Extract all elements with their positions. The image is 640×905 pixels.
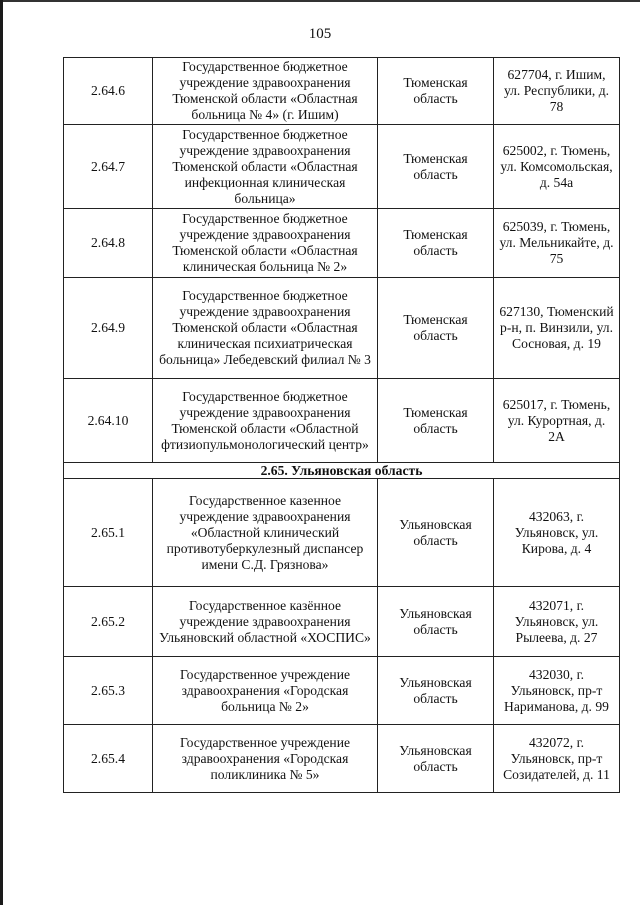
table-row [64, 125, 620, 209]
institution-name: Государственное бюджетное учреждение здравоохранения Тюменской области «Областная клиническая больница № 2» [153, 209, 378, 278]
table-row [64, 278, 620, 379]
table-row [64, 587, 620, 657]
region-name: Тюменская область [378, 209, 494, 278]
region-name: Тюменская область [378, 58, 494, 125]
table-row [64, 209, 620, 278]
institution-name: Государственное учреждение здравоохранения «Городская поликлиника № 5» [153, 725, 378, 793]
institutions-table-frame [63, 57, 614, 793]
row-number: 2.65.4 [64, 725, 153, 793]
row-number: 2.64.8 [64, 209, 153, 278]
page-number: 105 [308, 26, 332, 42]
institution-address: 627130, Тюменский р-н, п. Винзили, ул. Сосновая, д. 19 [494, 278, 620, 379]
institution-name: Государственное учреждение здравоохранения «Городская больница № 2» [153, 657, 378, 725]
row-number: 2.64.10 [64, 379, 153, 463]
scan-edge-top [0, 0, 640, 2]
institution-name: Государственное бюджетное учреждение здравоохранения Тюменской области «Областной фтизиопульмонологический центр» [153, 379, 378, 463]
institution-name: Государственное бюджетное учреждение здравоохранения Тюменской области «Областная клиническая психиатрическая больница» Лебедевский филиал № 3 [153, 278, 378, 379]
table-row [64, 58, 620, 125]
scan-edge-left [0, 0, 3, 905]
table-row [64, 379, 620, 463]
institution-address: 627704, г. Ишим, ул. Республики, д. 78 [494, 58, 620, 125]
institution-name: Государственное бюджетное учреждение здравоохранения Тюменской области «Областная инфекционная клиническая больница» [153, 125, 378, 209]
institution-name: Государственное казенное учреждение здравоохранения «Областной клинический противотуберкулезный диспансер имени С.Д. Грязнова» [153, 479, 378, 587]
table-row [64, 479, 620, 587]
region-name: Тюменская область [378, 379, 494, 463]
region-name: Ульяновская область [378, 725, 494, 793]
institution-address: 625039, г. Тюмень, ул. Мельникайте, д. 75 [494, 209, 620, 278]
institution-address: 432063, г. Ульяновск, ул. Кирова, д. 4 [494, 479, 620, 587]
institution-address: 432072, г. Ульяновск, пр-т Созидателей, д. 11 [494, 725, 620, 793]
row-number: 2.65.3 [64, 657, 153, 725]
section-header-row [64, 463, 620, 479]
institution-name: Государственное казённое учреждение здравоохранения Ульяновский областной «ХОСПИС» [153, 587, 378, 657]
table-body [64, 58, 620, 793]
table-row [64, 657, 620, 725]
institution-address: 432030, г. Ульяновск, пр-т Нариманова, д. 99 [494, 657, 620, 725]
row-number: 2.64.7 [64, 125, 153, 209]
institution-address: 625017, г. Тюмень, ул. Курортная, д. 2А [494, 379, 620, 463]
institution-address: 432071, г. Ульяновск, ул. Рылеева, д. 27 [494, 587, 620, 657]
row-number: 2.64.6 [64, 58, 153, 125]
region-name: Тюменская область [378, 125, 494, 209]
region-name: Ульяновская область [378, 657, 494, 725]
row-number: 2.65.2 [64, 587, 153, 657]
region-name: Тюменская область [378, 278, 494, 379]
institution-name: Государственное бюджетное учреждение здравоохранения Тюменской области «Областная больница № 4» (г. Ишим) [153, 58, 378, 125]
institutions-table [63, 57, 620, 793]
region-name: Ульяновская область [378, 479, 494, 587]
institution-address: 625002, г. Тюмень, ул. Комсомольская, д. 54а [494, 125, 620, 209]
section-title: 2.65. Ульяновская область [64, 463, 620, 479]
row-number: 2.64.9 [64, 278, 153, 379]
table-row [64, 725, 620, 793]
row-number: 2.65.1 [64, 479, 153, 587]
region-name: Ульяновская область [378, 587, 494, 657]
